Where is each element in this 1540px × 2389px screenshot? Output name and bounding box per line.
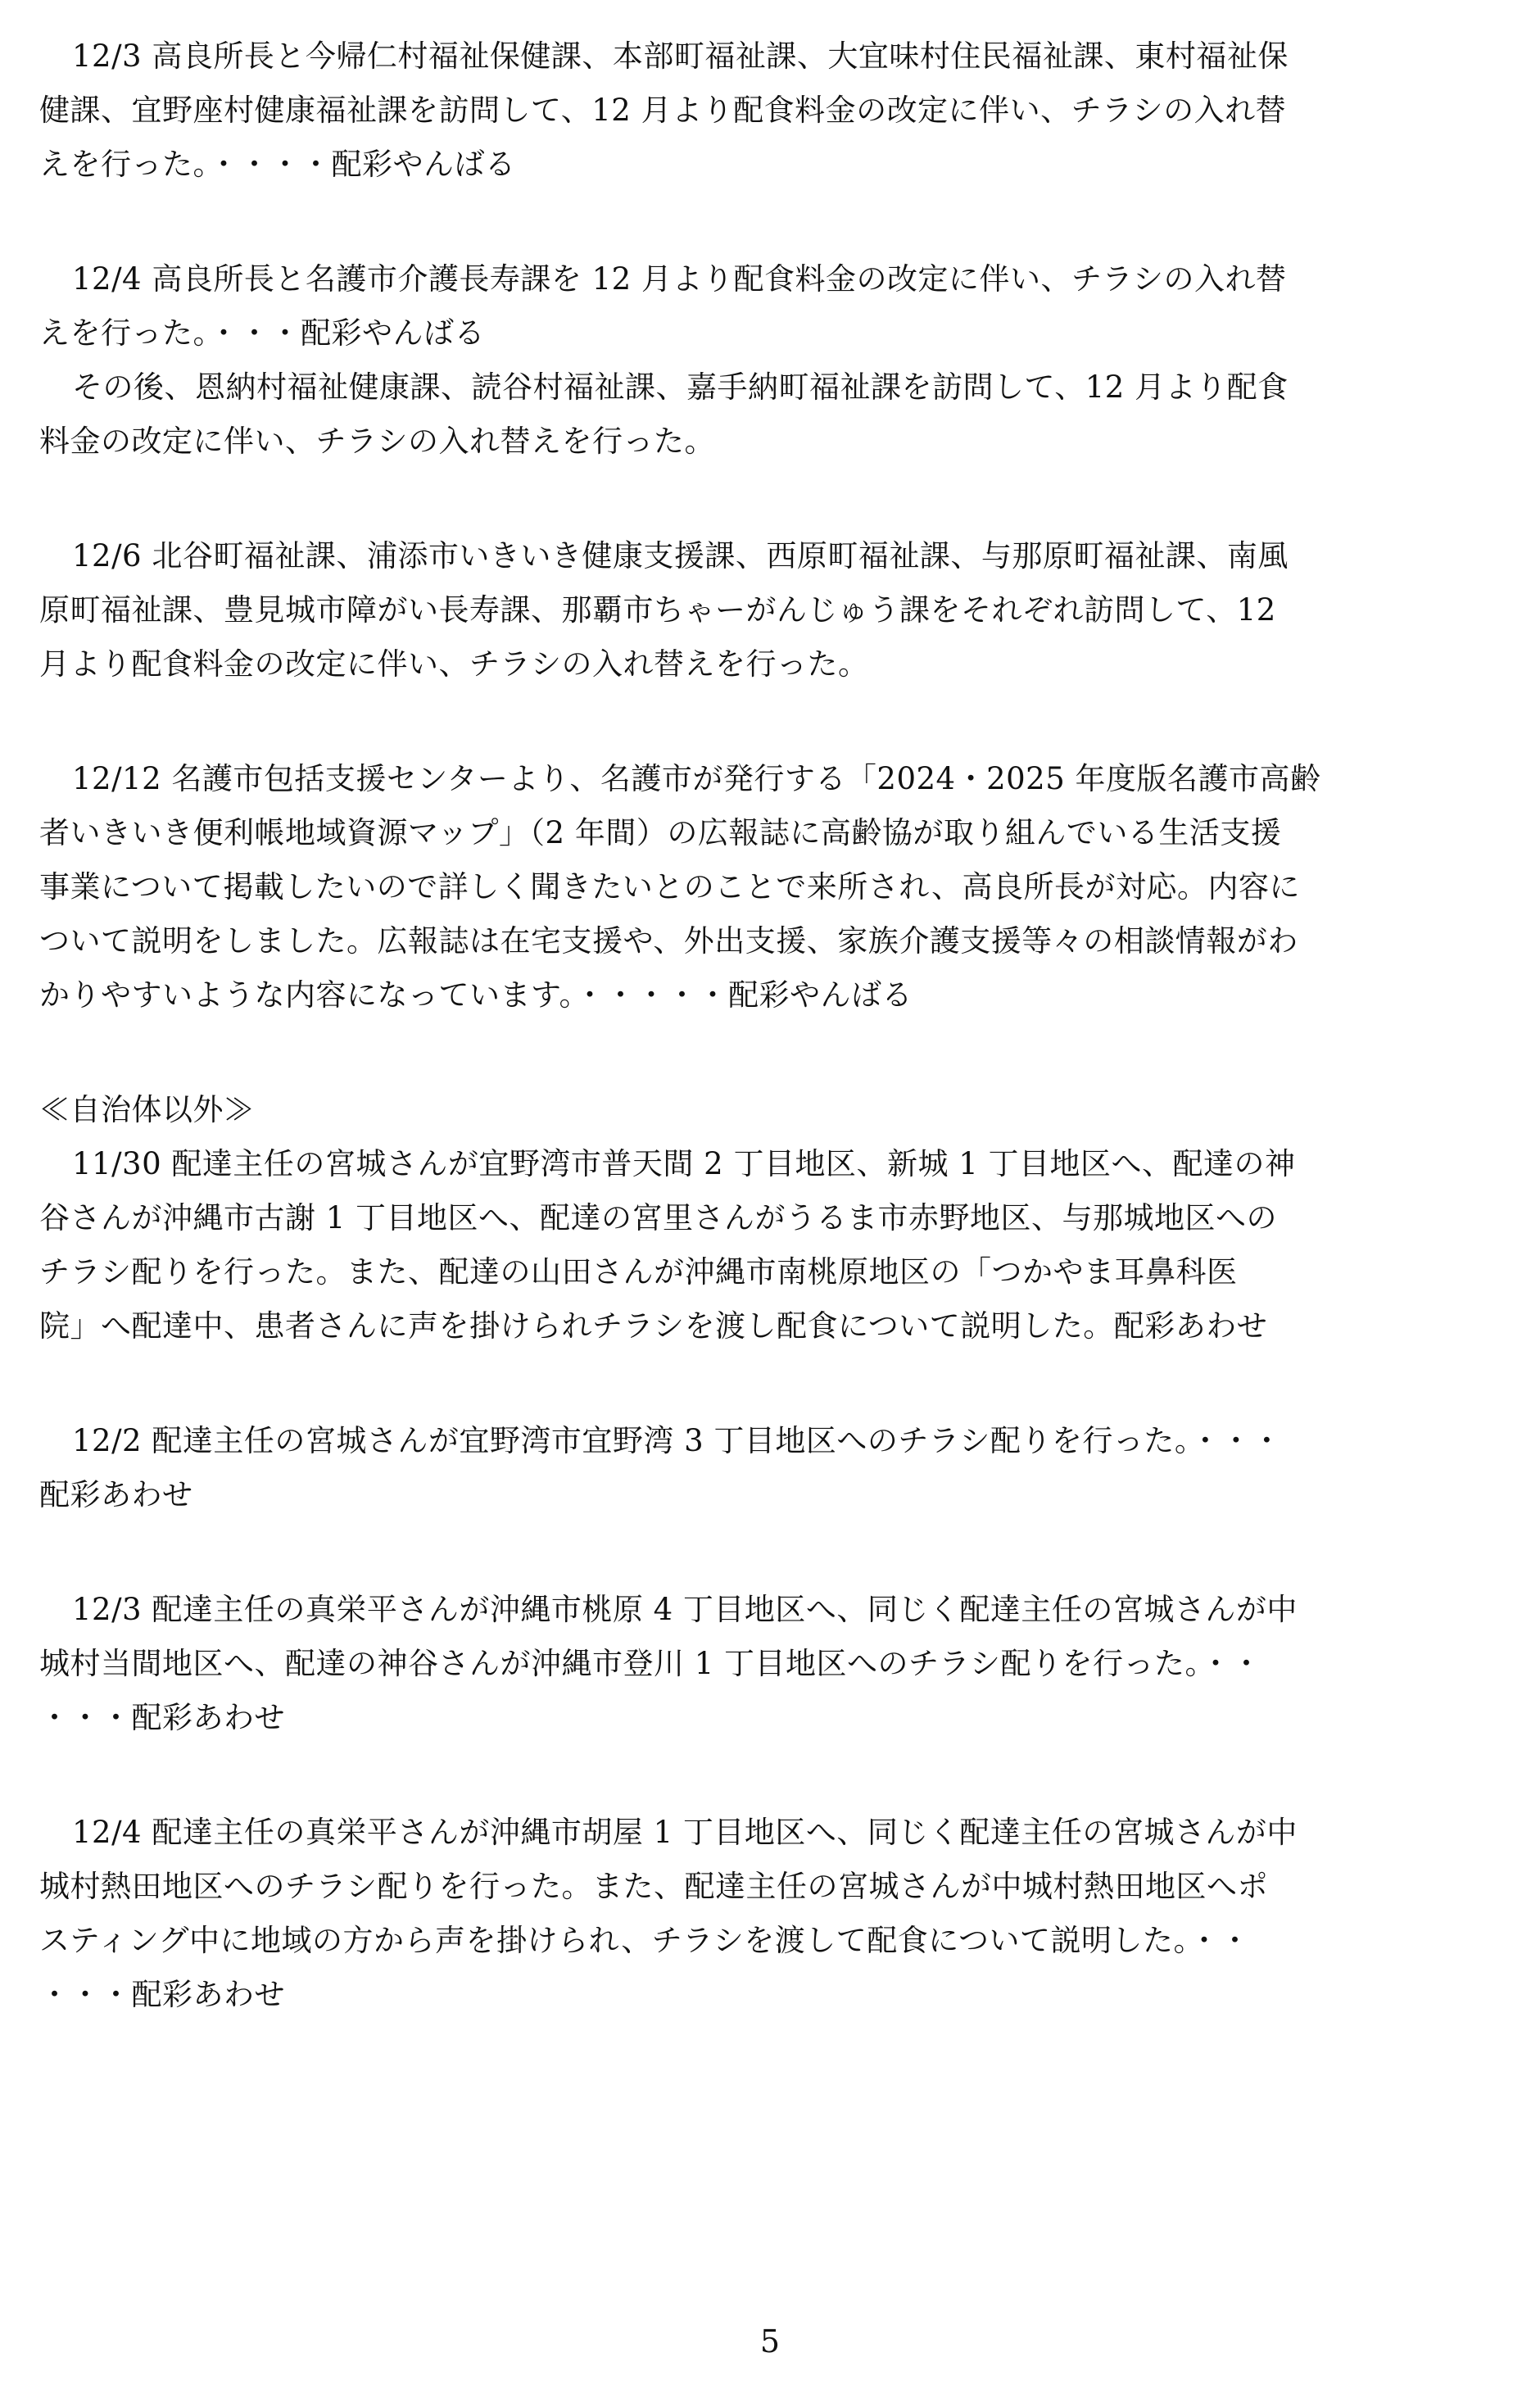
- entry-12-3-awase: [39, 1583, 1489, 1745]
- entry-12-4-yanbaru: [39, 252, 1489, 469]
- paragraph-line: スティング中に地域の方から声を掛けられ、チラシを渡して配食について説明した。・・: [39, 1923, 1251, 1958]
- paragraph-line: その後、恩納村福祉健康課、読谷村福祉課、嘉手納町福祉課を訪問して、12 月より配食: [72, 369, 1289, 405]
- paragraph-line: 12/3 配達主任の真栄平さんが沖縄市桃原 4 丁目地区へ、同じく配達主任の宮城さんが中: [72, 1592, 1298, 1627]
- paragraph-line: 者いきいき便利帳地域資源マップ」（2 年間）の広報誌に高齢協が取り組んでいる生活支援: [39, 815, 1282, 850]
- paragraph-line: えを行った。・・・配彩やんばる: [39, 315, 485, 351]
- paragraph-line: 事業について掲載したいので詳しく聞きたいとのことで来所され、高良所長が対応。内容に: [39, 869, 1300, 904]
- paragraph-gap: [39, 1353, 1489, 1414]
- paragraph-line: 月より配食料金の改定に伴い、チラシの入れ替えを行った。: [39, 646, 869, 682]
- entry-12-2-awase: [39, 1414, 1489, 1522]
- paragraph-gap: [39, 1745, 1489, 1806]
- document-page: [39, 29, 1489, 2022]
- paragraph-line: 城村当間地区へ、配達の神谷さんが沖縄市登川 1 丁目地区へのチラシ配りを行った。・・: [39, 1646, 1262, 1681]
- paragraph-line: ・・・配彩あわせ: [39, 1977, 285, 2012]
- paragraph-line: 12/12 名護市包括支援センターより、名護市が発行する「2024・2025 年度版名護市高齢: [72, 761, 1321, 796]
- paragraph-line: 12/2 配達主任の宮城さんが宜野湾市宜野湾 3 丁目地区へのチラシ配りを行った。・・・: [72, 1423, 1283, 1458]
- paragraph-line: 12/4 高良所長と名護市介護長寿課を 12 月より配食料金の改定に伴い、チラシの入れ替: [72, 261, 1287, 297]
- paragraph-line: 城村熱田地区へのチラシ配りを行った。また、配達主任の宮城さんが中城村熱田地区へポ: [39, 1869, 1268, 1904]
- paragraph-gap: [39, 192, 1489, 252]
- paragraph-line: 11/30 配達主任の宮城さんが宜野湾市普天間 2 丁目地区、新城 1 丁目地区へ、配達の神: [72, 1146, 1296, 1181]
- paragraph-line: えを行った。・・・・配彩やんばる: [39, 147, 516, 182]
- paragraph-line: 院」へ配達中、患者さんに声を掛けられチラシを渡し配食について説明した。配彩あわせ: [39, 1308, 1268, 1344]
- page-number: 5: [759, 2323, 781, 2360]
- paragraph-line: 健課、宜野座村健康福祉課を訪問して、12 月より配食料金の改定に伴い、チラシの入れ替: [39, 93, 1287, 128]
- paragraph-line: 谷さんが沖縄市古謝 1 丁目地区へ、配達の宮里さんがうるま市赤野地区、与那城地区への: [39, 1200, 1278, 1235]
- paragraph-gap: [39, 691, 1489, 752]
- paragraph-line: 配彩あわせ: [39, 1477, 193, 1512]
- paragraph-line: ついて説明をしました。広報誌は在宅支援や、外出支援、家族介護支援等々の相談情報がわ: [39, 923, 1298, 959]
- entry-12-12: [39, 752, 1489, 1022]
- paragraph-gap: [39, 469, 1489, 529]
- paragraph-gap: [39, 1022, 1489, 1083]
- paragraph-line: チラシ配りを行った。また、配達の山田さんが沖縄市南桃原地区の「つかやま耳鼻科医: [39, 1254, 1238, 1290]
- paragraph-line: 12/3 高良所長と今帰仁村福祉保健課、本部町福祉課、大宜味村住民福祉課、東村福祉保: [72, 39, 1289, 74]
- paragraph-line: ・・・配彩あわせ: [39, 1700, 285, 1735]
- section-heading-non-municipal: ≪自治体以外≫: [39, 1092, 255, 1127]
- entry-12-4-awase: [39, 1806, 1489, 2022]
- entry-11-30-awase: [39, 1137, 1489, 1353]
- entry-12-3-yanbaru: [39, 29, 1489, 192]
- paragraph-gap: [39, 1522, 1489, 1583]
- paragraph-line: 原町福祉課、豊見城市障がい長寿課、那覇市ちゃーがんじゅう課をそれぞれ訪問して、12: [39, 592, 1276, 628]
- paragraph-line: 12/6 北谷町福祉課、浦添市いきいき健康支援課、西原町福祉課、与那原町福祉課、南風: [72, 538, 1289, 573]
- paragraph-line: 12/4 配達主任の真栄平さんが沖縄市胡屋 1 丁目地区へ、同じく配達主任の宮城さんが中: [72, 1815, 1298, 1850]
- paragraph-line: かりやすいような内容になっています。・・・・・配彩やんばる: [39, 977, 913, 1013]
- paragraph-line: 料金の改定に伴い、チラシの入れ替えを行った。: [39, 424, 715, 459]
- entry-12-6: [39, 529, 1489, 691]
